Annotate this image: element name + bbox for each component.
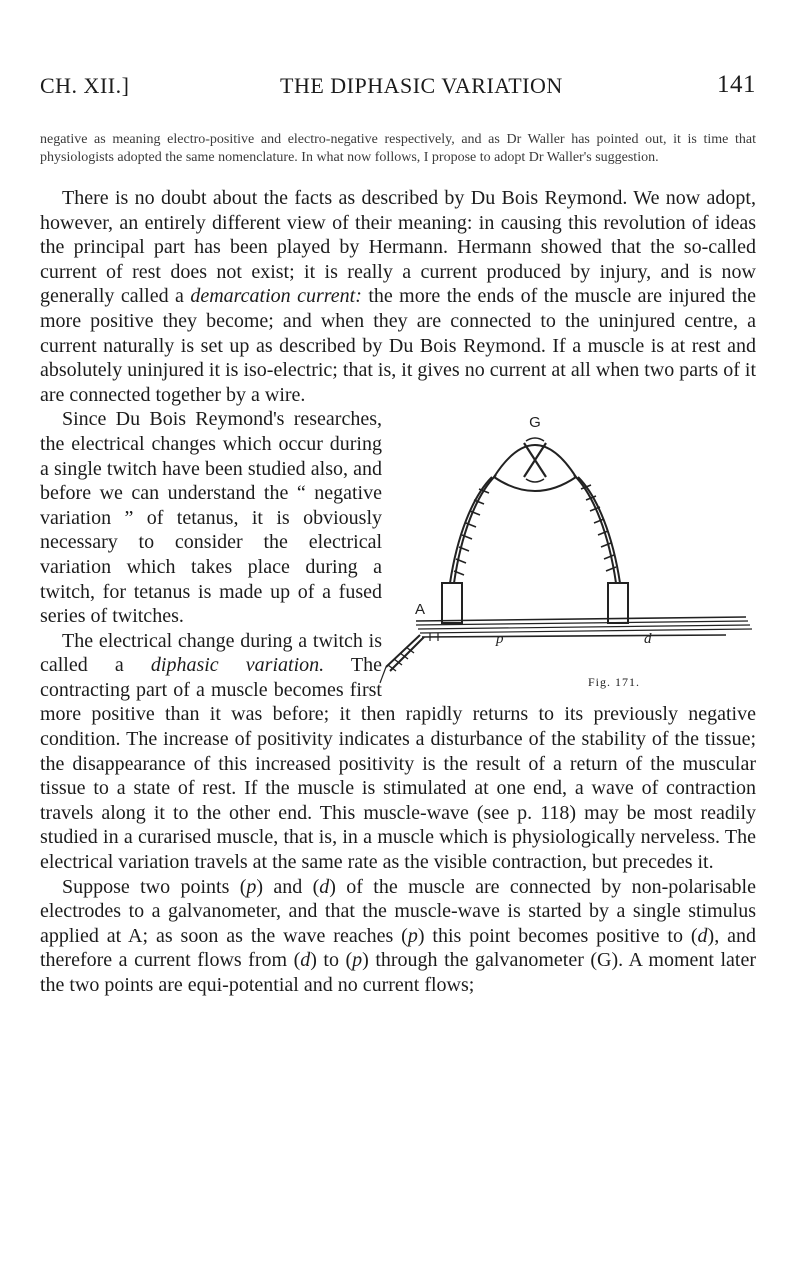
chapter-label: CH. XII.] [40,73,130,98]
paragraph-3: The electrical change during a twitch is called a diphasic variation. The contracting part of a muscle becomes first more positive than it was before; it then rapidly returns to its previously negative condition. The increase of positivity indicates a disturbance of the stability of the tissue; the disappearance of this increased positivity is the result of a return of the muscular tissue to a state of rest. If the muscle is stimulated at one end, a wave of contraction travels along it to the other end. This muscle-wave (see p. 118) may be most readily studied in a curarised muscle, that is, in a muscle which is physiologically nerveless. The electrical variation travels at the same rate as the visible contraction, but precedes it. [40,629,756,874]
page-number: 141 [717,71,756,98]
footnote-continuation [40,131,756,166]
body-text [40,186,756,998]
running-title: THE DIPHASIC VARIATION [280,73,563,98]
label-a: A [414,601,426,618]
figure-space [394,411,756,701]
paragraph-1: There is no doubt about the facts as described by Du Bois Reymond. We now adopt, however, an entirely different view of their meaning: in causing this revolution of ideas the principal part has been played by Hermann. Hermann showed that the so-called current of rest does not exist; it is really a current produced by injury, and is now generally called a demarcation current: the more the ends of the muscle are injured the more positive they become; and when they are connected to the uninjured centre, a current naturally is set up as described by Du Bois Reymond. If a muscle is at rest and absolutely uninjured it is iso-electric; that is, it gives no current at all when two parts of it are connected together by a wire. [40,187,756,406]
label-d: d [644,631,652,647]
paragraph-4: Suppose two points (p) and (d) of the muscle are connected by non-polarisable electrodes to a galvanometer, and that the muscle-wave is started by a single stimulus applied at A; as soon as the wave reaches (p) this point becomes positive to (d), and therefore a current flows from (d) to (p) through the galvanometer (G). A moment later the two points are equi-potential and no current flows; [40,875,757,996]
footnote-text: negative as meaning electro-positive and electro-negative respectively, and as Dr Waller has pointed out, it is time that physiologists adopted the same nomenclature. In what now follows, I propose to adopt Dr Waller's suggestion. [40,132,756,165]
label-g: G [529,414,541,431]
label-p: p [496,631,504,647]
figure-caption: Fig. 171. [588,675,641,689]
paragraph-2: Since Du Bois Reymond's researches, the electrical changes which occur during a single twitch have been studied also, and before we can understand the “ negative variation ” of tetanus, it is obviously necessary to consider the electrical variation which takes place during a twitch, for tetanus is made up of a fused series of twitches. [40,408,382,628]
running-header [40,73,756,103]
